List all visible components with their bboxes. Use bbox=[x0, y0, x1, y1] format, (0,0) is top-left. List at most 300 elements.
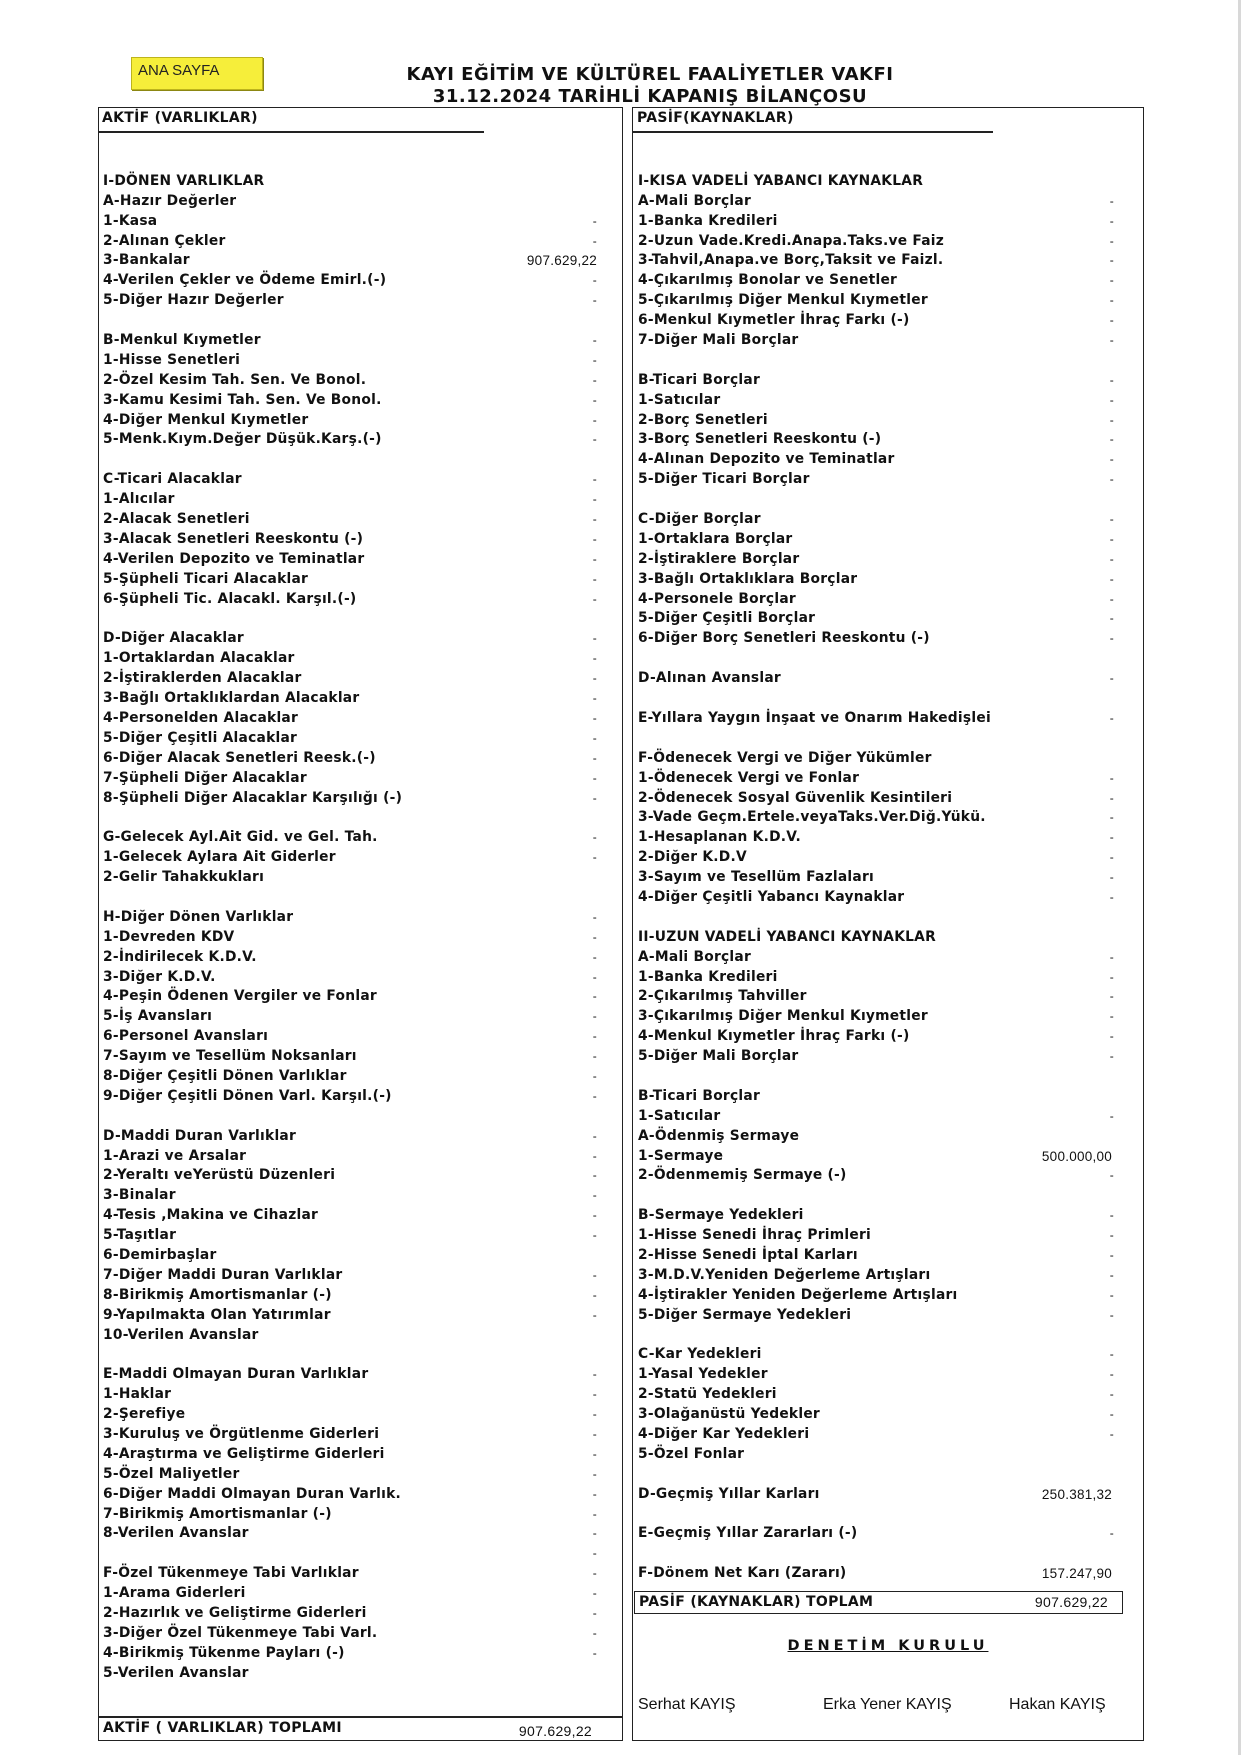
balance-row bbox=[638, 1445, 1136, 1465]
balance-row bbox=[103, 1107, 615, 1127]
balance-row bbox=[638, 1326, 1136, 1346]
balance-row bbox=[638, 271, 1136, 291]
balance-row bbox=[103, 689, 615, 709]
row-value: - bbox=[1109, 253, 1114, 268]
balance-row bbox=[638, 669, 1136, 689]
row-value: - bbox=[592, 850, 597, 865]
balance-row bbox=[103, 212, 615, 232]
row-label: C-Ticari Alacaklar bbox=[103, 471, 242, 488]
balance-row bbox=[103, 928, 615, 948]
row-value: - bbox=[1109, 870, 1114, 885]
balance-row bbox=[638, 570, 1136, 590]
row-value: - bbox=[1109, 1526, 1114, 1541]
row-value: - bbox=[1109, 1407, 1114, 1422]
row-label: F-Özel Tükenmeye Tabi Varlıklar bbox=[103, 1565, 359, 1582]
balance-row bbox=[103, 1544, 615, 1564]
row-label: 4-İştirakler Yeniden Değerleme Artışları bbox=[638, 1286, 958, 1303]
row-value: - bbox=[592, 1029, 597, 1044]
row-value: - bbox=[1109, 889, 1114, 904]
row-value: - bbox=[592, 671, 597, 686]
assets-heading: AKTİF (VARLIKLAR) bbox=[102, 110, 258, 126]
balance-row bbox=[103, 590, 615, 610]
balance-row bbox=[638, 828, 1136, 848]
row-label: I-DÖNEN VARLIKLAR bbox=[103, 172, 265, 189]
balance-row bbox=[638, 749, 1136, 769]
balance-row bbox=[103, 749, 615, 769]
row-label: 5-Diğer Çeşitli Alacaklar bbox=[103, 729, 298, 746]
balance-row bbox=[103, 1524, 615, 1544]
row-value: - bbox=[592, 293, 597, 308]
balance-row bbox=[638, 888, 1136, 908]
row-label: 2-Yeraltı veYerüstü Düzenleri bbox=[103, 1167, 336, 1184]
row-value: - bbox=[592, 392, 597, 407]
row-label: 6-Diğer Borç Senetleri Reeskontu (-) bbox=[638, 630, 930, 647]
row-label: B-Sermaye Yedekleri bbox=[638, 1207, 804, 1224]
balance-row bbox=[103, 192, 615, 212]
balance-row bbox=[638, 470, 1136, 490]
row-value: - bbox=[1109, 551, 1114, 566]
balance-row bbox=[103, 351, 615, 371]
row-label: A-Mali Borçlar bbox=[638, 948, 752, 965]
balance-row bbox=[103, 1425, 615, 1445]
row-value: 250.381,32 bbox=[1041, 1486, 1112, 1502]
row-label: B-Ticari Borçlar bbox=[638, 371, 761, 388]
balance-row bbox=[103, 908, 615, 928]
row-label: 1-Hesaplanan K.D.V. bbox=[638, 829, 801, 846]
row-value: - bbox=[1109, 591, 1114, 606]
balance-row bbox=[103, 1047, 615, 1067]
balance-row bbox=[103, 1465, 615, 1485]
row-label: 1-Kasa bbox=[103, 212, 158, 229]
row-label: C-Diğer Borçlar bbox=[638, 511, 761, 528]
row-label: 1-Yasal Yedekler bbox=[638, 1366, 768, 1383]
row-label: 2-Alacak Senetleri bbox=[103, 511, 250, 528]
balance-row bbox=[103, 669, 615, 689]
row-label: 1-Satıcılar bbox=[638, 391, 721, 408]
balance-row bbox=[103, 371, 615, 391]
row-value: - bbox=[592, 989, 597, 1004]
assets-heading-underline bbox=[99, 131, 484, 133]
row-label: F-Dönem Net Karı (Zararı) bbox=[638, 1565, 847, 1582]
row-label: 3-Bankalar bbox=[103, 252, 190, 269]
balance-row bbox=[638, 928, 1136, 948]
balance-row bbox=[103, 391, 615, 411]
row-label: 1-Hisse Senetleri bbox=[103, 351, 241, 368]
row-value: - bbox=[592, 1586, 597, 1601]
row-label: 5-Diğer Çeşitli Borçlar bbox=[638, 610, 816, 627]
row-value: - bbox=[1109, 1387, 1114, 1402]
balance-row bbox=[103, 948, 615, 968]
row-value: - bbox=[592, 432, 597, 447]
row-label: 2-Ödenecek Sosyal Güvenlik Kesintileri bbox=[638, 789, 953, 806]
balance-row bbox=[103, 729, 615, 749]
row-label: 2-Özel Kesim Tah. Sen. Ve Bonol. bbox=[103, 371, 367, 388]
row-label: 7-Birikmiş Amortismanlar (-) bbox=[103, 1505, 332, 1522]
balance-row bbox=[103, 510, 615, 530]
balance-row bbox=[638, 430, 1136, 450]
row-label: 2-Hazırlık ve Geliştirme Giderleri bbox=[103, 1605, 367, 1622]
balance-row bbox=[638, 968, 1136, 988]
balance-row bbox=[638, 987, 1136, 1007]
balance-row bbox=[638, 232, 1136, 252]
balance-row bbox=[103, 1624, 615, 1644]
balance-row bbox=[638, 1385, 1136, 1405]
row-label: 2-Statü Yedekleri bbox=[638, 1386, 777, 1403]
row-label: 2-İştiraklerden Alacaklar bbox=[103, 670, 302, 687]
balance-row bbox=[103, 1405, 615, 1425]
balance-row bbox=[638, 729, 1136, 749]
row-label: D-Maddi Duran Varlıklar bbox=[103, 1127, 297, 1144]
row-value: - bbox=[592, 969, 597, 984]
row-label: 8-Birikmiş Amortismanlar (-) bbox=[103, 1286, 332, 1303]
row-value: - bbox=[592, 1606, 597, 1621]
balance-row bbox=[638, 391, 1136, 411]
balance-row bbox=[103, 868, 615, 888]
row-value: - bbox=[1109, 1287, 1114, 1302]
row-value: - bbox=[1109, 1029, 1114, 1044]
balance-row bbox=[103, 291, 615, 311]
row-label: D-Geçmiş Yıllar Karları bbox=[638, 1485, 820, 1502]
audit-member: Hakan KAYIŞ bbox=[1009, 1696, 1106, 1713]
row-label: 4-Araştırma ve Geliştirme Giderleri bbox=[103, 1445, 385, 1462]
row-value: - bbox=[592, 909, 597, 924]
row-label: 3-Olağanüstü Yedekler bbox=[638, 1406, 820, 1423]
liabilities-total-label: PASİF (KAYNAKLAR) TOPLAM bbox=[639, 1594, 874, 1610]
row-label: 5-İş Avansları bbox=[103, 1008, 213, 1025]
row-value: - bbox=[592, 1387, 597, 1402]
balance-row bbox=[103, 172, 615, 192]
row-value: - bbox=[592, 571, 597, 586]
balance-row bbox=[638, 1147, 1136, 1167]
balance-row bbox=[638, 649, 1136, 669]
row-value: - bbox=[592, 1407, 597, 1422]
balance-row bbox=[638, 192, 1136, 212]
row-value: - bbox=[1109, 969, 1114, 984]
row-value: - bbox=[1109, 1108, 1114, 1123]
balance-row bbox=[103, 1147, 615, 1167]
balance-row bbox=[103, 1664, 615, 1684]
row-value: - bbox=[1109, 452, 1114, 467]
balance-row bbox=[638, 550, 1136, 570]
balance-row bbox=[103, 450, 615, 470]
assets-list bbox=[103, 152, 615, 1684]
balance-row bbox=[103, 311, 615, 331]
balance-row bbox=[103, 1306, 615, 1326]
row-label: 1-Arazi ve Arsalar bbox=[103, 1147, 247, 1164]
row-label: 1-Gelecek Aylara Ait Giderler bbox=[103, 849, 336, 866]
row-label: I-KISA VADELİ YABANCI KAYNAKLAR bbox=[638, 172, 924, 189]
balance-row bbox=[638, 371, 1136, 391]
balance-row bbox=[103, 1286, 615, 1306]
balance-row bbox=[638, 152, 1136, 172]
row-value: - bbox=[1109, 1228, 1114, 1243]
liabilities-list bbox=[638, 152, 1136, 1584]
row-value: - bbox=[592, 730, 597, 745]
row-label: 2-Alınan Çekler bbox=[103, 232, 226, 249]
row-label: 2-Uzun Vade.Kredi.Anapa.Taks.ve Faiz bbox=[638, 232, 945, 249]
row-label: 4-Personele Borçlar bbox=[638, 590, 796, 607]
row-value: - bbox=[592, 1267, 597, 1282]
row-value: - bbox=[592, 651, 597, 666]
row-label: 3-Tahvil,Anapa.ve Borç,Taksit ve Faizl. bbox=[638, 252, 944, 269]
row-label: D-Alınan Avanslar bbox=[638, 670, 781, 687]
row-value: - bbox=[592, 551, 597, 566]
balance-row bbox=[638, 251, 1136, 271]
balance-row bbox=[638, 1087, 1136, 1107]
row-label: 6-Menkul Kıymetler İhraç Farkı (-) bbox=[638, 312, 910, 329]
row-value: - bbox=[592, 273, 597, 288]
row-label: 6-Demirbaşlar bbox=[103, 1246, 217, 1263]
row-label: 8-Verilen Avanslar bbox=[103, 1525, 249, 1542]
balance-row bbox=[103, 609, 615, 629]
row-label: D-Diğer Alacaklar bbox=[103, 630, 244, 647]
balance-row bbox=[103, 987, 615, 1007]
row-label: E-Geçmiş Yıllar Zararları (-) bbox=[638, 1525, 858, 1542]
row-label: E-Maddi Olmayan Duran Varlıklar bbox=[103, 1366, 369, 1383]
balance-row bbox=[638, 530, 1136, 550]
row-value: - bbox=[592, 710, 597, 725]
balance-row bbox=[103, 490, 615, 510]
row-value: - bbox=[1109, 293, 1114, 308]
row-value: - bbox=[1109, 810, 1114, 825]
row-value: - bbox=[1109, 472, 1114, 487]
balance-row bbox=[103, 1564, 615, 1584]
row-label: G-Gelecek Ayl.Ait Gid. ve Gel. Tah. bbox=[103, 829, 378, 846]
row-label: 9-Yapılmakta Olan Yatırımlar bbox=[103, 1306, 331, 1323]
balance-row bbox=[103, 1644, 615, 1664]
document-title: KAYI EĞİTİM VE KÜLTÜREL FAALİYETLER VAKFI bbox=[406, 64, 894, 85]
row-label: 3-Bağlı Ortaklıklardan Alacaklar bbox=[103, 690, 360, 707]
row-value: - bbox=[592, 1506, 597, 1521]
row-label: 9-Diğer Çeşitli Dönen Varl. Karşıl.(-) bbox=[103, 1087, 392, 1104]
row-value: - bbox=[1109, 710, 1114, 725]
row-value: - bbox=[1109, 333, 1114, 348]
row-label: 3-M.D.V.Yeniden Değerleme Artışları bbox=[638, 1266, 931, 1283]
balance-row bbox=[638, 1107, 1136, 1127]
row-label: 6-Diğer Alacak Senetleri Reesk.(-) bbox=[103, 749, 376, 766]
row-value: - bbox=[592, 1009, 597, 1024]
balance-row bbox=[638, 1505, 1136, 1525]
balance-row bbox=[638, 1405, 1136, 1425]
balance-row bbox=[638, 1067, 1136, 1087]
row-label: 3-Alacak Senetleri Reeskontu (-) bbox=[103, 530, 364, 547]
liabilities-heading-underline bbox=[633, 131, 993, 133]
row-label: 5-Şüpheli Ticari Alacaklar bbox=[103, 570, 309, 587]
balance-row bbox=[103, 968, 615, 988]
balance-row bbox=[103, 1604, 615, 1624]
assets-total bbox=[98, 1716, 623, 1741]
liabilities-heading: PASİF(KAYNAKLAR) bbox=[637, 110, 794, 126]
balance-row bbox=[103, 550, 615, 570]
balance-row bbox=[638, 411, 1136, 431]
balance-row bbox=[103, 828, 615, 848]
row-label: A-Ödenmiş Sermaye bbox=[638, 1127, 800, 1144]
row-label: 2-Şerefiye bbox=[103, 1406, 186, 1423]
row-value: - bbox=[592, 1427, 597, 1441]
row-label: 1-Haklar bbox=[103, 1386, 172, 1403]
balance-row bbox=[638, 908, 1136, 928]
row-value: - bbox=[592, 213, 597, 228]
balance-row bbox=[103, 1345, 615, 1365]
balance-row bbox=[638, 490, 1136, 510]
balance-row bbox=[638, 1345, 1136, 1365]
balance-row bbox=[638, 868, 1136, 888]
row-value: - bbox=[592, 412, 597, 427]
row-value: - bbox=[1109, 313, 1114, 328]
balance-row bbox=[103, 1067, 615, 1087]
row-value: - bbox=[1109, 432, 1114, 447]
row-value: - bbox=[592, 591, 597, 606]
balance-row bbox=[638, 1485, 1136, 1505]
balance-row bbox=[638, 351, 1136, 371]
balance-row bbox=[638, 1007, 1136, 1027]
balance-row bbox=[638, 450, 1136, 470]
row-value: - bbox=[1109, 1247, 1114, 1262]
balance-row bbox=[638, 1306, 1136, 1326]
row-label: 8-Şüpheli Diğer Alacaklar Karşılığı (-) bbox=[103, 789, 403, 806]
row-label: 4-Birikmiş Tükenme Payları (-) bbox=[103, 1644, 345, 1661]
row-label: 1-Banka Kredileri bbox=[638, 212, 778, 229]
row-value: - bbox=[592, 512, 597, 527]
row-value: - bbox=[1109, 193, 1114, 208]
assets-total-label: AKTİF ( VARLIKLAR) TOPLAMI bbox=[103, 1720, 342, 1736]
row-label: 4-Personelden Alacaklar bbox=[103, 709, 299, 726]
row-label: C-Kar Yedekleri bbox=[638, 1346, 762, 1363]
row-label: F-Ödenecek Vergi ve Diğer Yükümler bbox=[638, 749, 932, 766]
row-label: 2-Çıkarılmış Tahviller bbox=[638, 988, 807, 1005]
row-label: 1-Sermaye bbox=[638, 1147, 724, 1164]
balance-row bbox=[103, 1485, 615, 1505]
row-label: 3-Çıkarılmış Diğer Menkul Kıymetler bbox=[638, 1008, 928, 1025]
balance-row bbox=[103, 1584, 615, 1604]
row-label: 4-Verilen Depozito ve Teminatlar bbox=[103, 550, 365, 567]
balance-row bbox=[103, 1166, 615, 1186]
row-value: - bbox=[592, 929, 597, 944]
balance-row bbox=[638, 1286, 1136, 1306]
balance-row bbox=[103, 1326, 615, 1346]
row-value: - bbox=[1109, 631, 1114, 646]
assets-total-value: 907.629,22 bbox=[518, 1723, 592, 1739]
balance-row bbox=[638, 1365, 1136, 1385]
row-label: 4-Diğer Kar Yedekleri bbox=[638, 1426, 810, 1442]
balance-row bbox=[103, 888, 615, 908]
row-value: - bbox=[1109, 770, 1114, 785]
row-label: 10-Verilen Avanslar bbox=[103, 1326, 259, 1343]
row-value: - bbox=[592, 1486, 597, 1501]
row-value: - bbox=[1109, 1347, 1114, 1362]
balance-row bbox=[638, 291, 1136, 311]
row-label: 3-Bağlı Ortaklıklara Borçlar bbox=[638, 570, 858, 587]
row-label: 6-Personel Avansları bbox=[103, 1028, 269, 1045]
balance-row bbox=[103, 1186, 615, 1206]
row-value: - bbox=[592, 1287, 597, 1302]
row-label: 7-Diğer Mali Borçlar bbox=[638, 332, 799, 349]
balance-row bbox=[638, 1127, 1136, 1147]
row-label: 1-Banka Kredileri bbox=[638, 968, 778, 985]
row-label: 3-Vade Geçm.Ertele.veyaTaks.Ver.Diğ.Yükü. bbox=[638, 809, 986, 826]
row-value: - bbox=[1109, 571, 1114, 586]
balance-row bbox=[103, 1127, 615, 1147]
row-value: - bbox=[592, 1168, 597, 1183]
row-value: - bbox=[1109, 531, 1114, 546]
row-value: 907.629,22 bbox=[526, 253, 597, 269]
row-label: A-Hazır Değerler bbox=[103, 192, 237, 209]
balance-row bbox=[638, 789, 1136, 809]
row-label: 7-Diğer Maddi Duran Varlıklar bbox=[103, 1266, 343, 1283]
row-value: - bbox=[1109, 1267, 1114, 1282]
row-value: - bbox=[592, 1188, 597, 1203]
balance-row bbox=[103, 152, 615, 172]
row-label: 3-Kamu Kesimi Tah. Sen. Ve Bonol. bbox=[103, 391, 382, 408]
row-label: 4-Verilen Çekler ve Ödeme Emirl.(-) bbox=[103, 272, 387, 289]
balance-row bbox=[638, 172, 1136, 192]
row-label: 3-Kuruluş ve Örgütlenme Giderleri bbox=[103, 1426, 380, 1442]
balance-row bbox=[638, 1524, 1136, 1544]
row-value: - bbox=[1109, 392, 1114, 407]
row-value: - bbox=[592, 750, 597, 765]
row-value: - bbox=[592, 1645, 597, 1660]
audit-member: Serhat KAYIŞ bbox=[638, 1696, 736, 1713]
balance-row bbox=[103, 1027, 615, 1047]
row-value: - bbox=[592, 492, 597, 507]
row-label: 5-Diğer Hazır Değerler bbox=[103, 292, 284, 309]
balance-row bbox=[638, 769, 1136, 789]
row-value: - bbox=[592, 1208, 597, 1223]
row-label: 5-Çıkarılmış Diğer Menkul Kıymetler bbox=[638, 292, 928, 309]
row-value: - bbox=[592, 830, 597, 845]
row-label: 2-Gelir Tahakkukları bbox=[103, 869, 265, 886]
balance-row bbox=[103, 1385, 615, 1405]
row-value: - bbox=[592, 631, 597, 646]
row-value: - bbox=[592, 352, 597, 367]
row-label: 6-Diğer Maddi Olmayan Duran Varlık. bbox=[103, 1485, 401, 1502]
row-value: - bbox=[592, 1526, 597, 1541]
row-label: B-Menkul Kıymetler bbox=[103, 332, 261, 349]
balance-row bbox=[103, 1226, 615, 1246]
row-label: 2-Diğer K.D.V bbox=[638, 849, 747, 866]
row-label: 2-Hisse Senedi İptal Karları bbox=[638, 1246, 858, 1263]
row-label: 1-Arama Giderleri bbox=[103, 1585, 246, 1602]
row-label: 6-Şüpheli Tic. Alacakl. Karşıl.(-) bbox=[103, 590, 357, 607]
balance-row bbox=[103, 1365, 615, 1385]
row-value: 157.247,90 bbox=[1041, 1566, 1112, 1582]
row-value: - bbox=[592, 1566, 597, 1581]
row-label: 1-Satıcılar bbox=[638, 1107, 721, 1124]
row-label: 4-Diğer Çeşitli Yabancı Kaynaklar bbox=[638, 888, 905, 905]
balance-row bbox=[638, 590, 1136, 610]
balance-row bbox=[638, 1166, 1136, 1186]
row-value: - bbox=[592, 333, 597, 348]
row-label: 3-Borç Senetleri Reeskontu (-) bbox=[638, 431, 882, 448]
balance-row bbox=[103, 1246, 615, 1266]
row-label: 5-Menk.Kıym.Değer Düşük.Karş.(-) bbox=[103, 431, 382, 448]
balance-row bbox=[103, 570, 615, 590]
balance-row bbox=[103, 232, 615, 252]
balance-row bbox=[103, 271, 615, 291]
row-label: 7-Sayım ve Tesellüm Noksanları bbox=[103, 1048, 357, 1065]
row-label: II-UZUN VADELİ YABANCI KAYNAKLAR bbox=[638, 928, 936, 945]
balance-row bbox=[638, 689, 1136, 709]
row-label: 7-Şüpheli Diğer Alacaklar bbox=[103, 769, 307, 786]
balance-row bbox=[103, 629, 615, 649]
row-label: 4-Peşin Ödenen Vergiler ve Fonlar bbox=[103, 988, 377, 1005]
audit-board-title: DENETİM KURULU bbox=[787, 1638, 989, 1654]
row-value: - bbox=[1109, 273, 1114, 288]
home-button[interactable]: ANA SAYFA bbox=[131, 57, 263, 90]
row-label: 5-Özel Fonlar bbox=[638, 1445, 745, 1462]
balance-row bbox=[103, 709, 615, 729]
row-value: - bbox=[592, 1546, 597, 1561]
